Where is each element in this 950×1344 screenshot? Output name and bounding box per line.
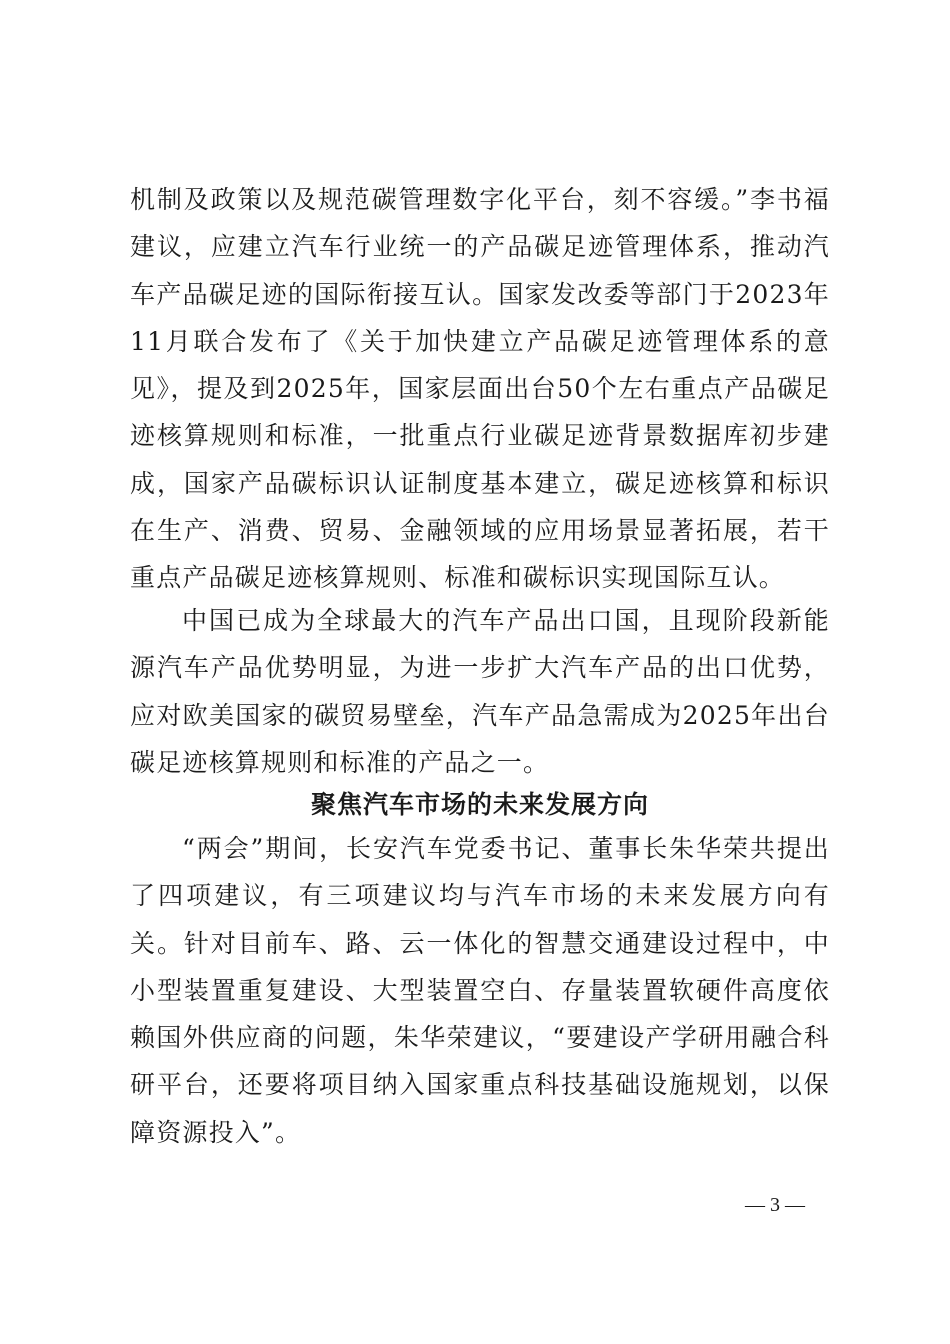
paragraph-export-advantage: 中国已成为全球最大的汽车产品出口国，且现阶段新能源汽车产品优势明显，为进一步扩大汽车产品的出口优势，应对欧美国家的碳贸易壁垒，汽车产品急需成为2025年出台碳足迹核算规则和标准的产品之一。 [130,606,830,777]
section-heading: 聚焦汽车市场的未来发展方向 [310,790,649,819]
paragraph-two-sessions-proposals: “两会”期间，长安汽车党委书记、董事长朱华荣共提出了四项建议，有三项建议均与汽车市场的未来发展方向有关。针对目前车、路、云一体化的智慧交通建设过程中，中小型装置重复建设、大型装置空白、存量装置软硬件高度依赖国外供应商的问题，朱华荣建议，“要建设产学研用融合科研平台，还要将项目纳入国家重点科技基础设施规划，以保障资源投入”。 [130,834,830,1147]
page-number: — 3 — [745,1194,805,1216]
paragraph-carbon-footprint: 机制及政策以及规范碳管理数字化平台，刻不容缓。”李书福建议，应建立汽车行业统一的产品碳足迹管理体系，推动汽车产品碳足迹的国际衔接互认。国家发改委等部门于2023年11月联合发布了《关于加快建立产品碳足迹管理体系的意见》，提及到2025年，国家层面出台50个左右重点产品碳足迹核算规则和标准，一批重点行业碳足迹背景数据库初步建成，国家产品碳标识认证制度基本建立，碳足迹核算和标识在生产、消费、贸易、金融领域的应用场景显著拓展，若干重点产品碳足迹核算规则、标准和碳标识实现国际互认。 [130,185,830,593]
